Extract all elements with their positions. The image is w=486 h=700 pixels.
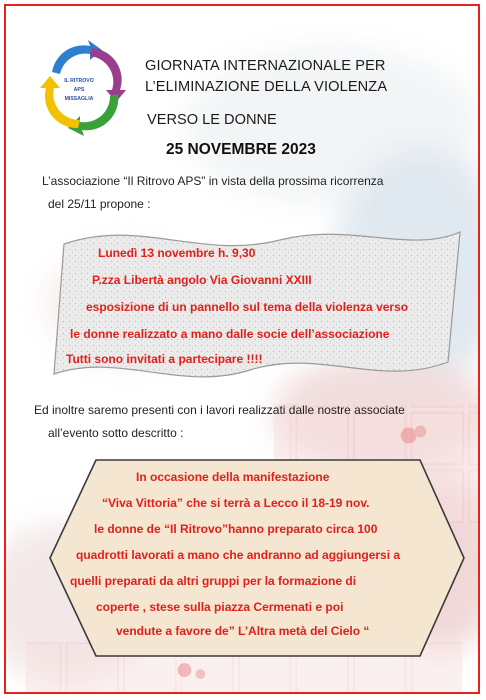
title-line-2: L’ELIMINAZIONE DELLA VIOLENZA bbox=[145, 79, 388, 95]
logo-text-line-1: IL RITROVO bbox=[64, 78, 94, 84]
middle-paragraph bbox=[34, 399, 474, 445]
banner-line-3: esposizione di un pannello sul tema della violenza verso bbox=[86, 300, 409, 314]
purple-arrow-icon bbox=[90, 48, 126, 102]
middle-line-2: all’evento sotto descritto : bbox=[48, 426, 184, 440]
page-subtitle: VERSO LE DONNE bbox=[147, 112, 277, 128]
wavy-banner bbox=[50, 224, 466, 392]
hexagon-event-box bbox=[48, 458, 466, 658]
event-line-2: “Viva Vittoria” che si terrà a Lecco il 18-19 nov. bbox=[102, 496, 370, 510]
event-line-7: vendute a favore de” L’Altra metà del Cielo “ bbox=[116, 624, 370, 638]
logo-text-line-2: APS bbox=[73, 87, 85, 93]
il-ritrovo-logo bbox=[32, 38, 126, 138]
banner-line-1: Lunedì 13 novembre h. 9,30 bbox=[98, 246, 256, 260]
middle-line-1: Ed inoltre saremo presenti con i lavori realizzati dalle nostre associate bbox=[34, 403, 405, 417]
event-line-1: In occasione della manifestazione bbox=[136, 470, 330, 484]
intro-line-2: del 25/11 propone : bbox=[48, 197, 151, 211]
event-line-6: coperte , stese sulla piazza Cermenati e poi bbox=[96, 600, 344, 614]
blue-arrow-icon bbox=[52, 40, 102, 74]
intro-paragraph bbox=[42, 170, 462, 216]
page-title bbox=[145, 56, 465, 98]
red-border-frame bbox=[4, 4, 480, 694]
banner-line-4: le donne realizzato a mano dalle socie dell’associazione bbox=[70, 327, 390, 341]
logo-text-line-3: MISSAGLIA bbox=[64, 96, 94, 102]
event-line-5: quelli preparati da altri gruppi per la formazione di bbox=[70, 574, 357, 588]
title-line-1: GIORNATA INTERNAZIONALE PER bbox=[145, 58, 386, 74]
banner-line-2: P.zza Libertà angolo Via Giovanni XXIII bbox=[92, 273, 312, 287]
event-line-4: quadrotti lavorati a mano che andranno ad aggiungersi a bbox=[76, 548, 401, 562]
intro-line-1: L’associazione “Il Ritrovo APS” in vista della prossima ricorrenza bbox=[42, 174, 384, 188]
event-line-3: le donne de “Il Ritrovo”hanno preparato circa 100 bbox=[94, 522, 378, 536]
event-date-heading: 25 NOVEMBRE 2023 bbox=[166, 141, 316, 158]
banner-line-5: Tutti sono invitati a partecipare !!!! bbox=[66, 352, 263, 366]
